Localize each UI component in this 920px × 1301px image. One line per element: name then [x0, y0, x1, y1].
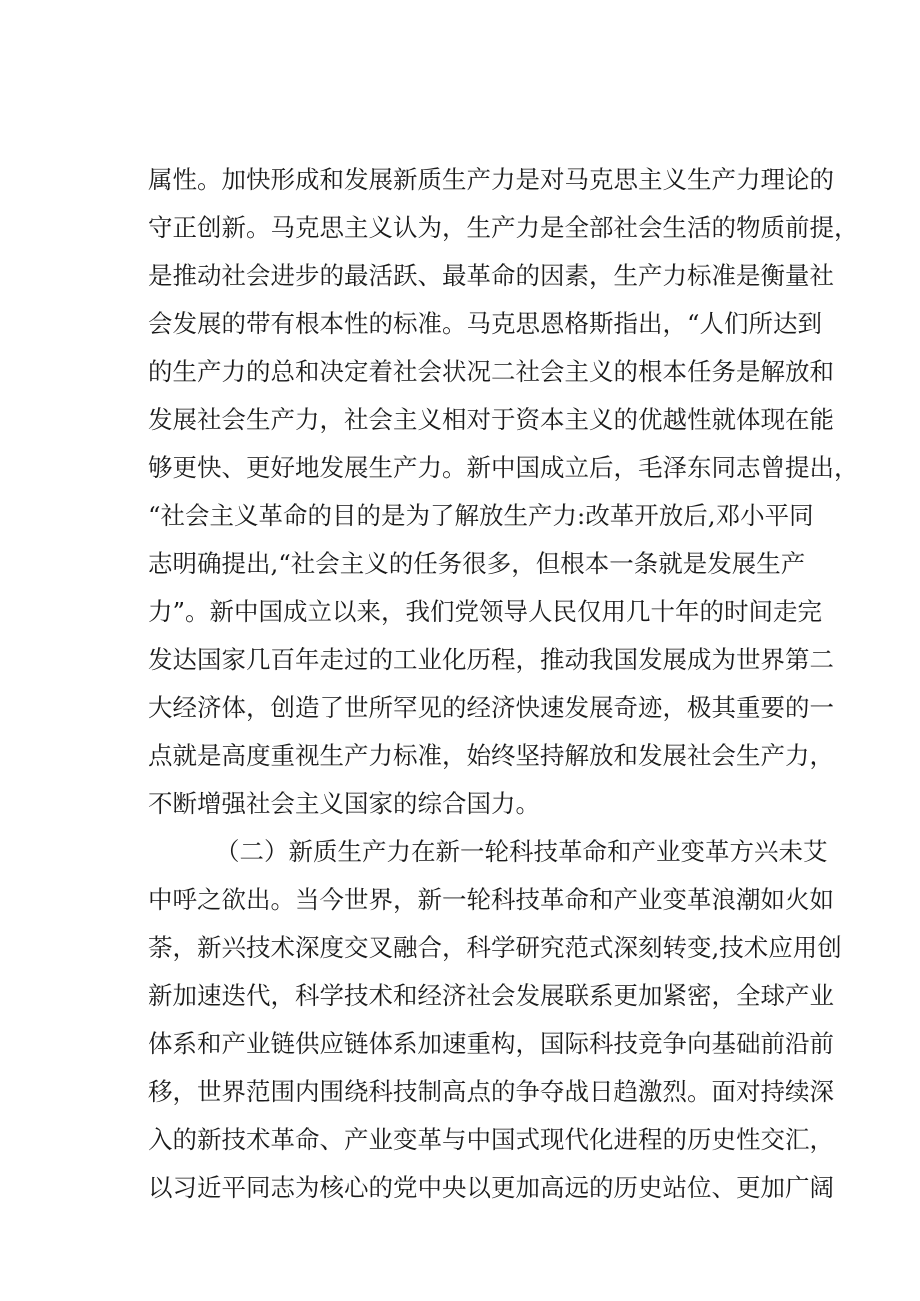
text-line: 中呼之欲出。当今世界，新一轮科技革命和产业变革浪潮如火如: [148, 885, 834, 914]
text-line: 属性。加快形成和发展新质生产力是对马克思主义生产力理论的: [148, 165, 834, 194]
text-line: 是推动社会进步的最活跃、最革命的因素，生产力标准是衡量社: [148, 261, 834, 290]
text-line: 志明确提出,“社会主义的任务很多，但根本一条就是发展生产: [148, 549, 806, 578]
text-line: 发达国家几百年走过的工业化历程，推动我国发展成为世界第二: [148, 645, 834, 674]
text-line: 守正创新。马克思主义认为，生产力是全部社会生活的物质前提，: [148, 213, 859, 242]
text-line: 新加速迭代，科学技术和经济社会发展联系更加紧密，全球产业: [148, 981, 834, 1010]
text-line: 入的新技术革命、产业变革与中国式现代化进程的历史性交汇，: [148, 1125, 834, 1154]
text-line: 够更快、更好地发展生产力。新中国成立后，毛泽东同志曾提出，: [148, 453, 859, 482]
text-line: 会发展的带有根本性的标准。马克思恩格斯指出，“人们所达到: [148, 309, 823, 338]
text-line: 的生产力的总和决定着社会状况二社会主义的根本任务是解放和: [148, 357, 834, 386]
section-heading-line: （二）新质生产力在新一轮科技革命和产业变革方兴未艾: [215, 837, 828, 866]
text-line: 移，世界范围内围绕科技制高点的争夺战日趋激烈。面对持续深: [148, 1077, 834, 1106]
text-line: 力”。新中国成立以来，我们党领导人民仅用几十年的时间走完: [148, 597, 823, 626]
text-line: 以习近平同志为核心的党中央以更加高远的历史站位、更加广阔: [148, 1173, 834, 1202]
text-line: “社会主义革命的目的是为了解放生产力:改革开放后,邓小平同: [148, 501, 814, 530]
text-line: 不断增强社会主义国家的综合国力。: [148, 789, 540, 818]
text-line: 大经济体，创造了世所罕见的经济快速发展奇迹，极其重要的一: [148, 693, 834, 722]
text-line: 发展社会生产力，社会主义相对于资本主义的优越性就体现在能: [148, 405, 834, 434]
text-line: 体系和产业链供应链体系加速重构，国际科技竞争向基础前沿前: [148, 1029, 834, 1058]
text-line: 点就是高度重视生产力标准，始终坚持解放和发展社会生产力，: [148, 741, 834, 770]
text-line: 荼，新兴技术深度交叉融合，科学研究范式深刻转变,技术应用创: [148, 933, 842, 962]
